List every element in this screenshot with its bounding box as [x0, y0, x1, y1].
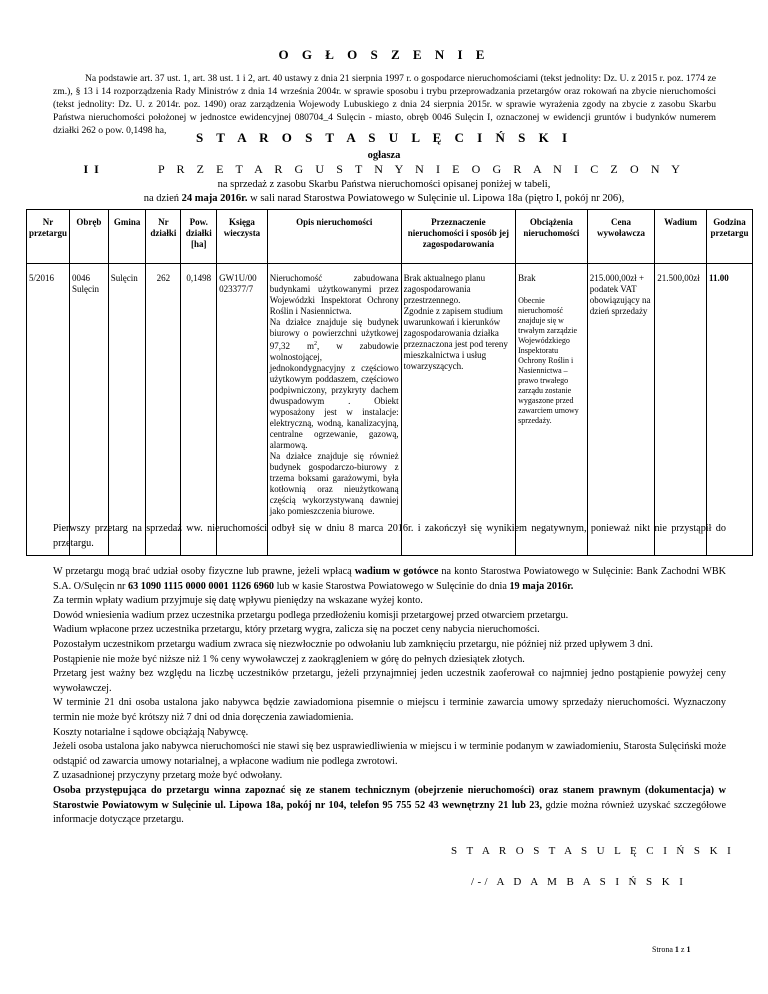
deposit-text-b: wadium w gotówce: [354, 566, 439, 577]
signature-name: /-/ A D A M B A S I Ń S K I: [471, 876, 687, 888]
cell-nr-dzialki: 262: [146, 264, 181, 556]
table-row: [27, 264, 753, 556]
inspection-bold: Osoba przystępująca do przetargu winna zapoznać się ze stanem technicznym (obejrzenie nieruchomości) oraz stanem prawnym (dokumentacja) w Starostwie Powiatowym w Sulęcinie ul. Lipowa 18a, pokój nr 104, telefon 95 755 52 43 wewnętrzny 21 lub 23,: [53, 784, 726, 811]
footer-page-total: 1: [686, 945, 691, 954]
header-gmina: Gmina: [108, 210, 146, 264]
footer-page-number: 1: [674, 945, 679, 954]
tender-date-prefix: na dzień: [143, 193, 182, 204]
cell-cena: 215.000,00zł + podatek VAT obowiązujący na dzień sprzedaży: [587, 264, 655, 556]
opis-paragraph-2: [270, 317, 399, 451]
obciazenia-brak: Brak: [518, 273, 536, 283]
condition-line: W terminie 21 dni osoba ustalona jako nabywca będzie zawiadomiona pisemnie o miejscu i terminie zawarcia umowy sprzedaży nieruchomości. Wyznaczony termin nie może być krótszy niż 7 dni od dnia doręczenia zawiadomienia.: [53, 697, 726, 723]
sale-description: na sprzedaż z zasobu Skarbu Państwa nieruchomości opisanej poniżej w tabeli,: [217, 179, 551, 190]
deposit-text-c: na konto Starostwa Powiatowego w Sulęcinie: Bank Zachodni WBK S.A. O/Sulęcin nr: [53, 566, 726, 592]
deposit-text-a: W przetargu mogą brać udział osoby fizyczne lub prawne, jeżeli wpłacą: [53, 566, 355, 577]
page-footer: [652, 945, 690, 954]
tender-location: w sali narad Starostwa Powiatowego w Sulęcinie ul. Lipowa 18a (piętro I, pokój nr 206),: [247, 193, 625, 204]
header-godzina: Godzina przetargu: [707, 210, 753, 264]
inspection-rest: gdzie można również uzyskać szczegółowe informacje dotyczące przetargu.: [53, 799, 727, 826]
cell-gmina: Sulęcin: [108, 264, 146, 556]
cell-nr: 5/2016: [27, 264, 70, 556]
signature-title: S T A R O S T A S U L Ę C I Ń S K I: [451, 845, 735, 857]
header-nr: Nr przetargu: [27, 210, 70, 264]
condition-line: Przetarg jest ważny bez względu na liczbę uczestników przetargu, jeżeli przynajmniej jeden uczestnik zaoferował co najmniej jedno postąpienie powyżej ceny wywoławczej.: [53, 668, 726, 694]
document-title: O G Ł O S Z E N I E: [278, 47, 490, 62]
issuer-heading: S T A R O S T A S U L Ę C I Ń S K I: [196, 130, 572, 145]
superscript-2: 2: [314, 341, 317, 347]
opis-paragraph-2b: , w zabudowie wolnostojącej, jednokondygnacyjny z częściowo użytkowym poddaszem, częściowo podpiwniczony, przykryty dachem dwuspadowym . Obiekt wyposażony jest w instalacje: elektryczną, wodną, kanalizacyjną, centralne ogrzewanie, gazową, alarmową.: [269, 341, 399, 450]
przeznaczenie-paragraph-1: Brak aktualnego planu zagospodarowania przestrzennego.: [403, 273, 486, 305]
cell-przeznaczenie: [401, 264, 515, 556]
opis-paragraph-2a: Na działce znajduje się budynek biurowy o powierzchni użytkowej 97,32 m: [269, 317, 399, 351]
przeznaczenie-paragraph-2: Zgodnie z zapisem studium uwarunkowań i kierunków zagospodarowania działka przeznaczona jest pod tereny mieszkalnictwa i usług towarzyszących.: [403, 306, 508, 371]
condition-line: Koszty notarialne i sądowe obciążają Nabywcę.: [53, 726, 249, 738]
condition-line: Dowód wniesienia wadium przez uczestnika przetargu podlega przedłożeniu komisji przetargowej przed otwarciem przetargu.: [53, 609, 569, 621]
tender-date: 24 maja 2016r.: [181, 193, 248, 204]
deposit-text-e: lub w kasie Starostwa Powiatowego w Sulęcinie do dnia: [274, 580, 510, 592]
footer-z: z: [680, 945, 685, 954]
footer-strona: Strona: [652, 945, 673, 954]
header-opis: Opis nieruchomości: [267, 210, 401, 264]
deposit-paragraph: [53, 565, 726, 594]
property-table: [26, 209, 753, 556]
opis-paragraph-1: Nieruchomość zabudowana budynkami użytkowanymi przez Wojewódzki Inspektorat Ochrony Roślin i Nasiennictwa.: [269, 273, 399, 316]
tender-type: P R Z E T A R G U S T N Y N I E O G R A N I C Z O N Y: [158, 162, 685, 176]
header-ksiega: Księga wieczysta: [217, 210, 268, 264]
header-obreb: Obręb: [69, 210, 108, 264]
cell-obreb: 0046 Sulęcin: [69, 264, 108, 556]
condition-line: Za termin wpłaty wadium przyjmuje się datę wpływu pieniędzy na wskazane wyżej konto.: [53, 595, 423, 607]
legal-basis-paragraph: Na podstawie art. 37 ust. 1, art. 38 ust. 1 i 2, art. 40 ustawy z dnia 21 sierpnia 1997 r. o gospodarce nieruchomościami (tekst jednolity: Dz. U. z 2015 r. poz. 1774 ze zm.), § 13 i 14 rozporządzenia Rady Ministrów z dnia 14 września 2004r. w sprawie sposobu i trybu przeprowadzania przetargów oraz rokowań na zbycie nieruchomości (tekst jednolity: Dz. U. z 2014r. poz. 1490) oraz zarządzenia Wojewody Lubuskiego z dnia 24 sierpnia 2015r. w sprawie wyrażenia zgody na zbycie z zasobu Skarbu Państwa nieruchomości położonej w jednostce ewidencyjnej 080704_4 Sulęcin - miasto, obręb 0046 Sulęcin I, oznaczonej w ewidencji gruntów i budynków numerem działki 262 o pow. 0,1498 ha,: [53, 73, 716, 136]
table-header-row: [27, 210, 753, 264]
condition-line: Z uzasadnionej przyczyny przetarg może być odwołany.: [53, 770, 283, 782]
tender-number: II: [83, 162, 105, 176]
header-cena: Cena wywoławcza: [587, 210, 655, 264]
deposit-deadline: 19 maja 2016r.: [509, 580, 574, 592]
header-przeznaczenie: Przeznaczenie nieruchomości i sposób jej zagospodarowania: [401, 210, 515, 264]
cell-godzina: 11.00: [707, 264, 753, 556]
cell-ksiega: GW1U/00 023377/7: [217, 264, 268, 556]
condition-line: Wadium wpłacone przez uczestnika przetargu, który przetarg wygra, zalicza się na poczet ceny nabycia nieruchomości.: [53, 624, 540, 636]
header-nr-dzialki: Nr działki: [146, 210, 181, 264]
conditions-section: [53, 565, 726, 828]
tender-type-heading: [0, 162, 768, 177]
inspection-paragraph: [53, 784, 726, 828]
header-obciazenia: Obciążenia nieruchomości: [516, 210, 588, 264]
condition-line: Jeżeli osoba ustalona jako nabywca nieruchomości nie stawi się bez usprawiedliwienia w miejscu i w terminie podanym w zawiadomieniu, Starosta Sulęciński może odstąpić od zawarcia umowy notarialnej, a wpłacone wadium nie podlega zwrotowi.: [53, 741, 726, 767]
tender-date-line: [0, 193, 768, 204]
header-pow: Pow. działki [ha]: [181, 210, 217, 264]
announces-label: ogłasza: [367, 150, 401, 161]
cell-wadium: 21.500,00zł: [655, 264, 707, 556]
cell-obciazenia: [516, 264, 588, 556]
obciazenia-note: Obecnie nieruchomość znajduje się w trwałym zarządzie Wojewódzkiego Inspektoratu Ochrony Roślin i Nasiennictwa – prawo trwałego zarządu zostanie wygaszone przed zawarciem umowy sprzedaży.: [518, 296, 579, 425]
header-wadium: Wadium: [655, 210, 707, 264]
cell-pow: 0,1498: [181, 264, 217, 556]
opis-paragraph-3: Na działce znajduje się również budynek gospodarczo-biurowy z trzema boksami garażowymi, była kotłownią oraz nieużytkowaną częścią wykorzystywaną dawniej jako pomieszczenia biurowe.: [269, 451, 399, 516]
condition-line: Postąpienie nie może być niższe niż 1 % ceny wywoławczej z zaokrągleniem w górę do pełnych dziesiątek złotych.: [53, 653, 525, 665]
cell-opis: [267, 264, 401, 556]
bank-account-number: 63 1090 1115 0000 0001 1126 6960: [128, 580, 275, 592]
first-tender-paragraph: Pierwszy przetarg na sprzedaż ww. nieruchomości odbył się w dniu 8 marca 2016r. i zakończył się wynikiem negatywnym, ponieważ nikt nie przystąpił do przetargu.: [53, 523, 726, 549]
condition-line: Pozostałym uczestnikom przetargu wadium zwraca się niezwłocznie po odwołaniu lub zamknięciu przetargu, nie później niż przed upływem 3 dni.: [53, 638, 653, 650]
